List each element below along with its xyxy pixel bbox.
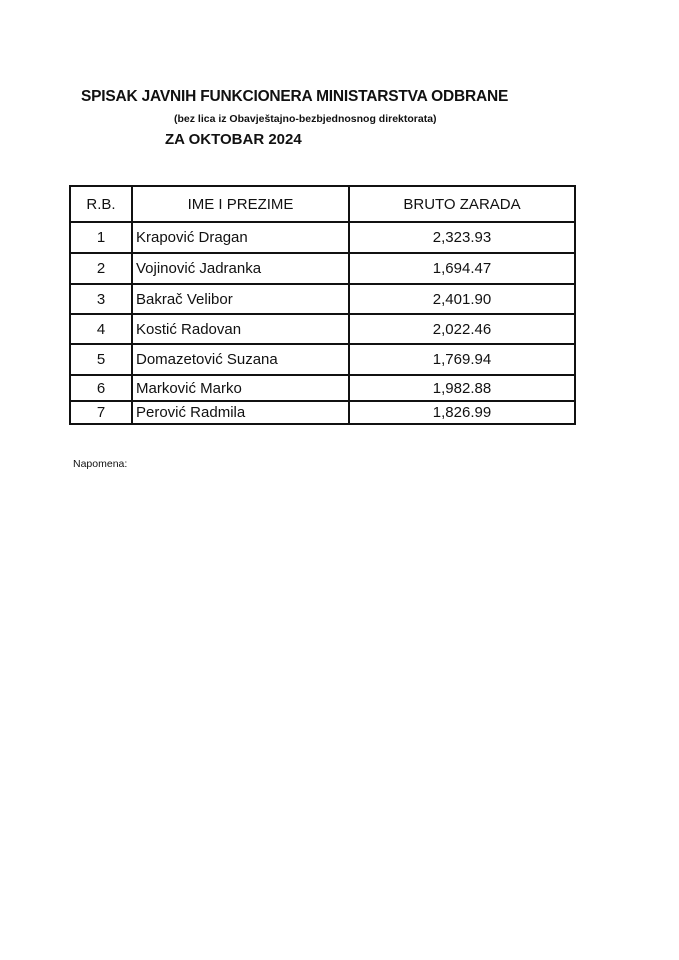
row-salary: 2,323.93	[349, 222, 575, 253]
header-name: IME I PREZIME	[132, 186, 349, 222]
row-name: Perović Radmila	[132, 401, 349, 424]
row-number: 4	[70, 314, 132, 344]
row-number: 7	[70, 401, 132, 424]
header-salary: BRUTO ZARADA	[349, 186, 575, 222]
row-salary: 1,769.94	[349, 344, 575, 375]
row-salary: 2,401.90	[349, 284, 575, 314]
row-number: 1	[70, 222, 132, 253]
row-number: 2	[70, 253, 132, 284]
row-name: Vojinović Jadranka	[132, 253, 349, 284]
document-subtitle: (bez lica iz Obavještajno-bezbjednosnog direktorata)	[174, 113, 437, 125]
row-number: 5	[70, 344, 132, 375]
row-salary: 1,826.99	[349, 401, 575, 424]
row-salary: 1,694.47	[349, 253, 575, 284]
note-label: Napomena:	[73, 458, 128, 470]
row-name: Marković Marko	[132, 375, 349, 401]
table-row	[70, 344, 575, 375]
row-number: 3	[70, 284, 132, 314]
row-name: Bakrač Velibor	[132, 284, 349, 314]
table-header-row	[70, 186, 575, 222]
table-row	[70, 253, 575, 284]
row-salary: 2,022.46	[349, 314, 575, 344]
row-name: Domazetović Suzana	[132, 344, 349, 375]
document-period: ZA OKTOBAR 2024	[165, 131, 302, 148]
salary-table	[69, 185, 576, 425]
header-rb: R.B.	[70, 186, 132, 222]
table-row	[70, 401, 575, 424]
row-name: Kostić Radovan	[132, 314, 349, 344]
row-number: 6	[70, 375, 132, 401]
document-title: SPISAK JAVNIH FUNKCIONERA MINISTARSTVA ODBRANE	[81, 88, 509, 105]
row-name: Krapović Dragan	[132, 222, 349, 253]
table-row	[70, 284, 575, 314]
table-row	[70, 314, 575, 344]
table-row	[70, 375, 575, 401]
table-row	[70, 222, 575, 253]
row-salary: 1,982.88	[349, 375, 575, 401]
